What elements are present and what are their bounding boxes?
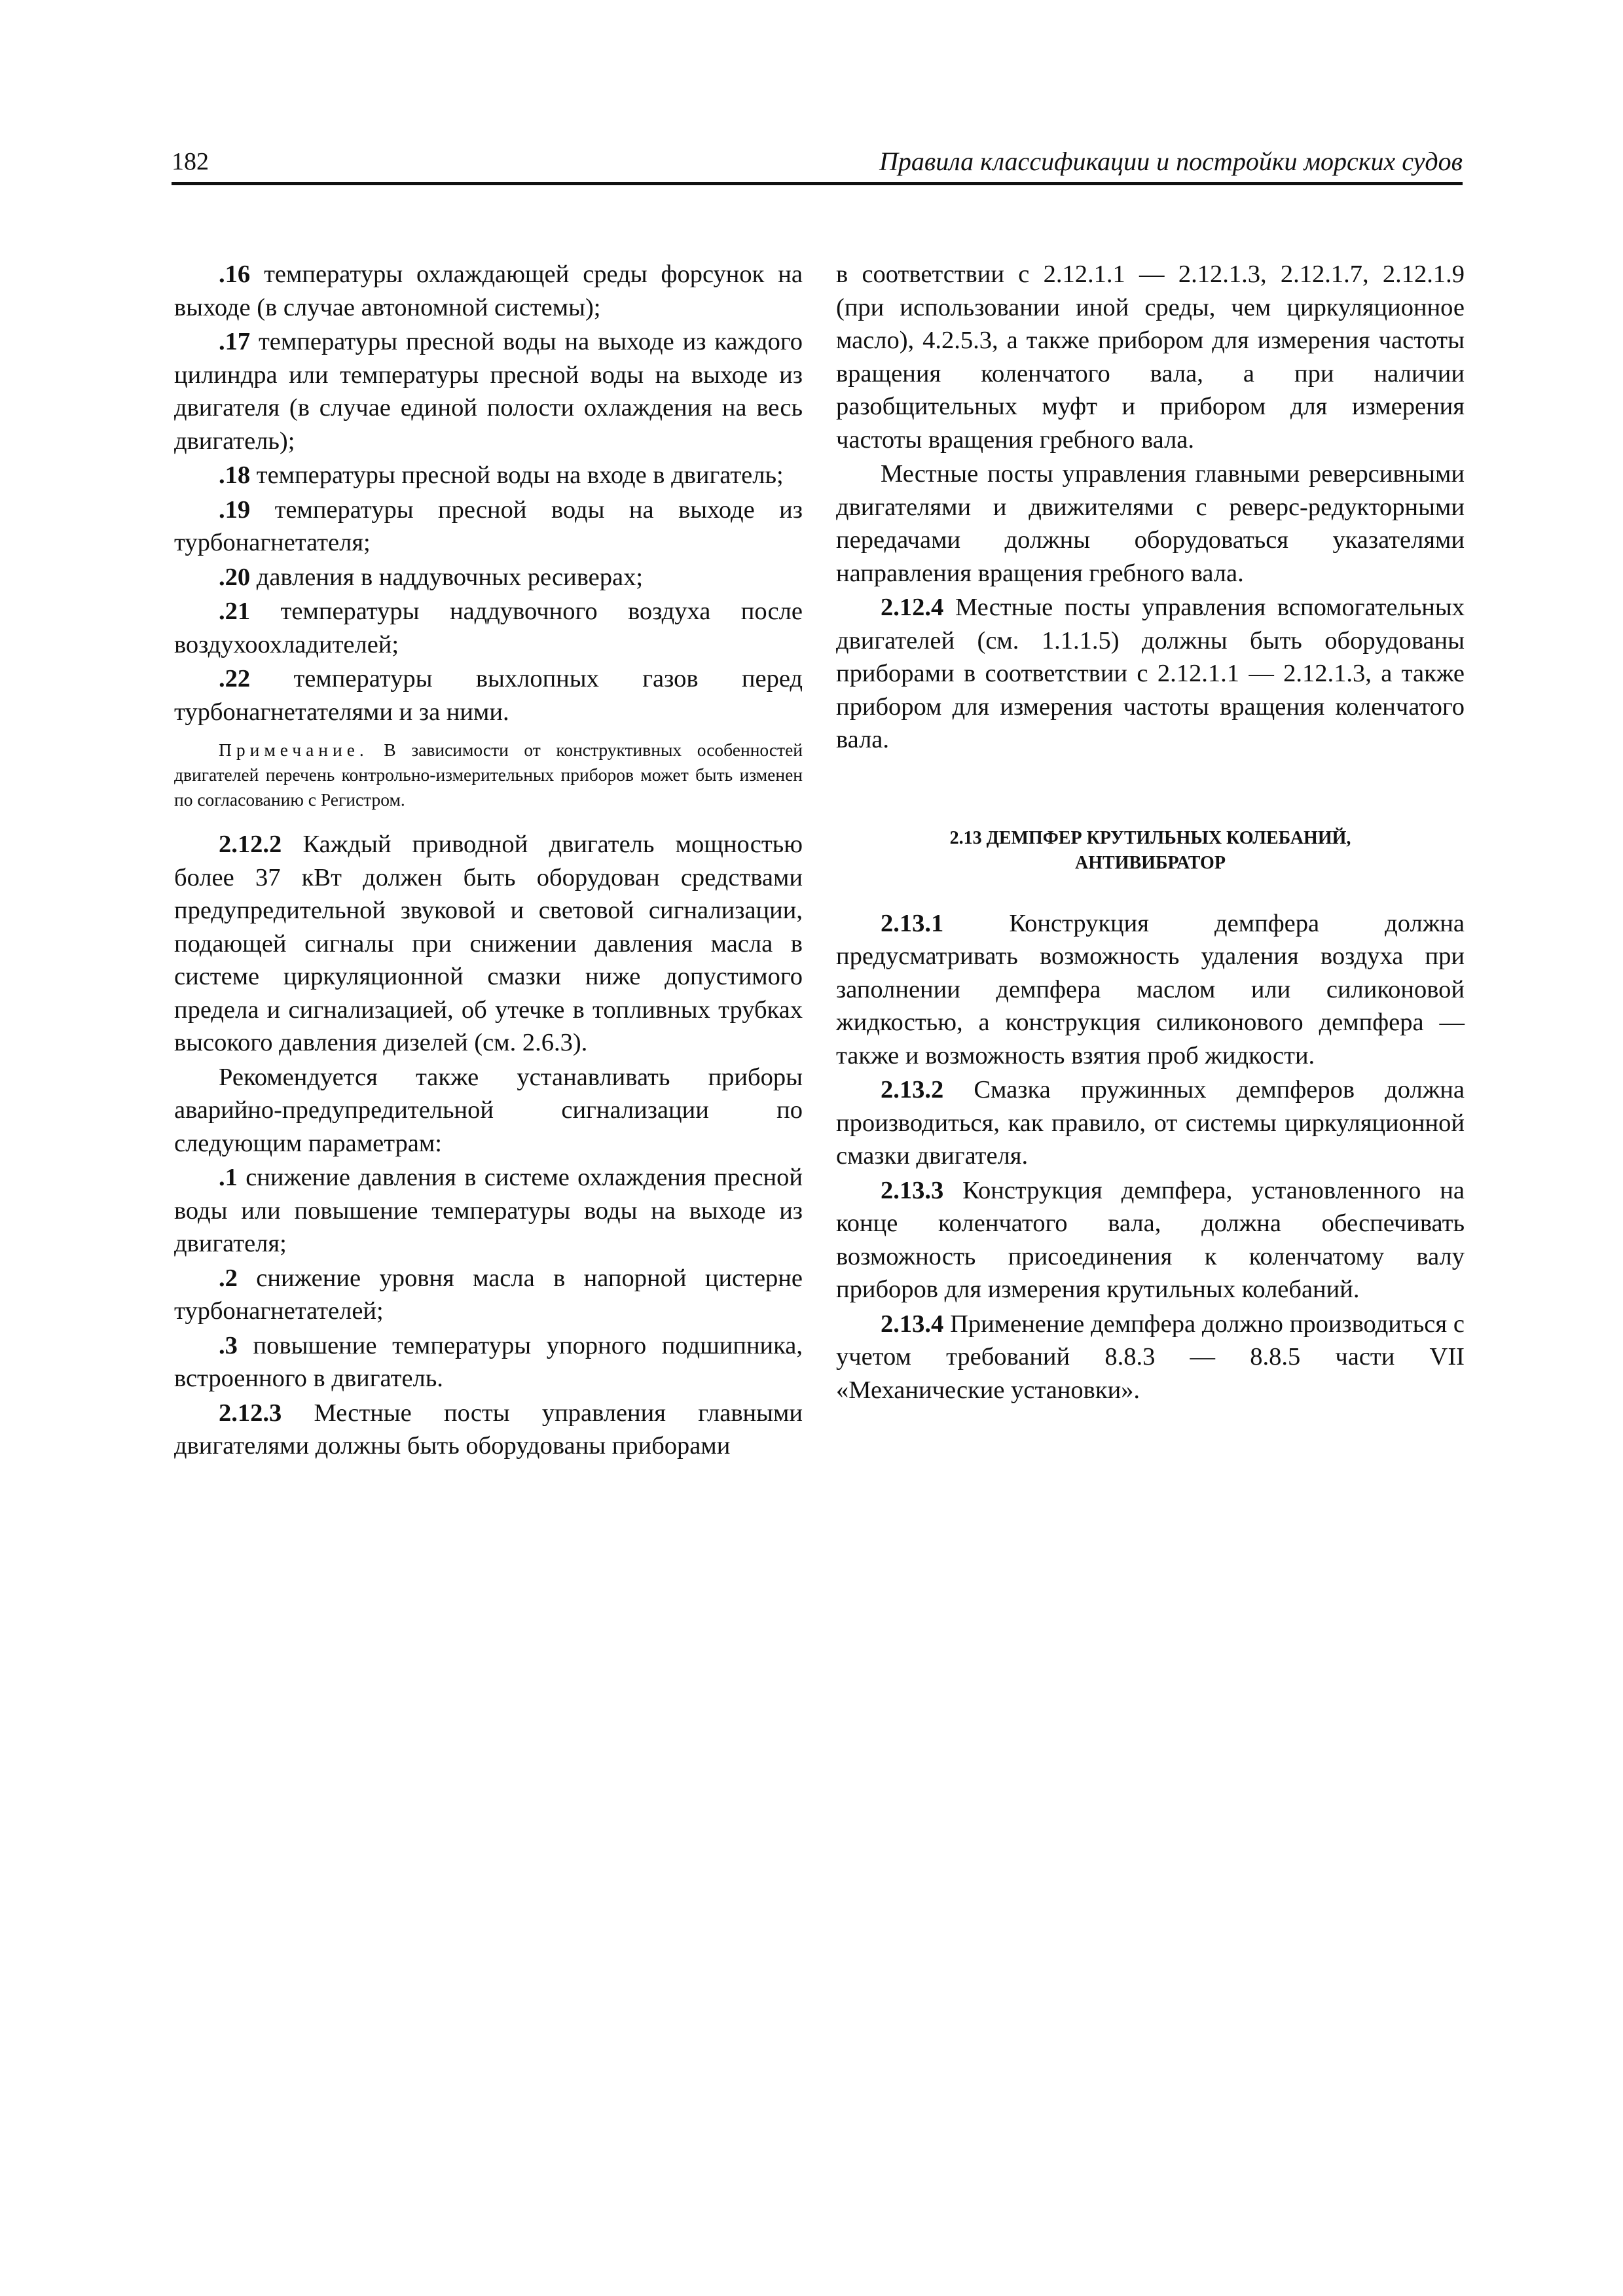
note [174,738,803,812]
paragraph-2-13-4 [836,1308,1465,1407]
paragraph-2-13-1 [836,907,1465,1073]
item-text: температуры охлаждающей среды форсунок на выходе (в случае автономной системы); [174,260,803,321]
item-number: .16 [219,260,251,288]
clause-number: 2.13.4 [881,1310,944,1338]
item-text: температуры пресной воды на выходе из каждого цилиндра или температуры пресной воды на выходе из двигателя (в случае единой полости охлаждения на весь двигатель); [174,328,803,455]
item-text: температуры пресной воды на выходе из турбонагнетателя; [174,495,803,556]
item-2 [174,1262,803,1328]
clause-text: Применение демпфера должно производиться с учетом требований 8.8.3 — 8.8.5 части VII «Механические установки». [836,1310,1465,1404]
item-22 [174,662,803,728]
item-number: .19 [219,495,251,524]
item-21 [174,595,803,661]
item-17 [174,325,803,457]
paragraph-2-12-3-continued: в соответствии с 2.12.1.1 — 2.12.1.3, 2.12.1.7, 2.12.1.9 (при использовании иной среды, чем циркуляционное масло), 4.2.5.3, а также прибором для измерения частоты вращения коленчатого вала, а при наличии разобщительных муфт и прибором для измерения частоты вращения гребного вала. [836,260,1465,454]
clause-text: Каждый приводной двигатель мощностью более 37 кВт должен быть оборудован средствами предупредительной звуковой и световой сигнализации, подающей сигналы при снижении давления масла в системе циркуляционной смазки ниже допустимого предела и сигнализацией, об утечке в топливных трубках высокого давления дизелей (см. 2.6.3). [174,831,803,1056]
item-number: .20 [219,563,251,591]
clause-text: Местные посты управления вспомогательных двигателей (см. 1.1.1.5) должны быть оборудованы приборами в соответствии с 2.12.1.1 — 2.12.1.3, а также прибором для измерения частоты вращения коленчатого вала. [836,594,1465,753]
item-3 [174,1329,803,1395]
paragraph-2-12-4 [836,591,1465,757]
item-20 [174,561,803,594]
left-column [174,258,803,1464]
clause-text: Конструкция демпфера должна предусматривать возможность удаления воздуха при заполнении демпфера маслом или силиконовой жидкостью, а конструкция силиконового демпфера — также и возможность взятия проб жидкости. [836,909,1465,1069]
paragraph-2-13-2 [836,1073,1465,1173]
item-16 [174,258,803,324]
running-title: Правила классификации и постройки морских судов [879,147,1463,176]
item-text: повышение температуры упорного подшипника, встроенного в двигатель. [174,1331,803,1392]
item-text: температуры выхлопных газов перед турбонагнетателями и за ними. [174,665,803,726]
item-text: давления в наддувочных ресиверах; [250,563,644,591]
page-number: 182 [172,148,209,175]
clause-number: 2.13.3 [881,1176,944,1204]
item-text: снижение уровня масла в напорной цистерне турбонагнетателей; [174,1264,803,1325]
item-text: температуры наддувочного воздуха после воздухоохладителей; [174,598,803,658]
note-label: Примечание. [219,740,369,760]
item-1 [174,1161,803,1261]
clause-text: Конструкция демпфера, установленного на конце коленчатого вала, должна обеспечивать возможность присоединения к коленчатому валу приборов для измерения крутильных колебаний. [836,1176,1465,1303]
paragraph-2-12-2 [174,828,803,1060]
item-number: .17 [219,328,251,355]
item-18 [174,459,803,492]
item-text: снижение давления в системе охлаждения пресной воды или повышение температуры воды на выходе из двигателя; [174,1164,803,1257]
item-number: .18 [219,461,251,489]
note-text: В зависимости от конструктивных особенностей двигателей перечень контрольно-измерительных приборов может быть изменен по согласованию с Регистром. [174,740,803,810]
section-heading-line-1: 2.13 ДЕМПФЕР КРУТИЛЬНЫХ КОЛЕБАНИЙ, [949,827,1351,848]
item-number: .21 [219,598,251,625]
paragraph-2-13-3 [836,1174,1465,1306]
clause-number: 2.13.2 [881,1076,944,1103]
item-number: .3 [219,1331,238,1359]
section-heading-line-2: АНТИВИБРАТОР [1075,852,1226,873]
recommendation-paragraph: Рекомендуется также устанавливать приборы аварийно-предупредительной сигнализации по следующим параметрам: [174,1063,803,1157]
local-posts-paragraph: Местные посты управления главными реверсивными двигателями и движителями с реверс-редукторными передачами должны оборудоваться указателями направления вращения гребного вала. [836,460,1465,587]
right-column [836,258,1465,1408]
item-number: .22 [219,665,251,692]
clause-number: 2.12.4 [881,594,944,621]
clause-number: 2.12.3 [219,1399,282,1427]
item-19 [174,493,803,560]
clause-number: 2.13.1 [881,909,944,937]
page-header [172,145,1463,185]
section-heading-2-13 [836,826,1465,876]
item-number: .1 [219,1164,238,1191]
clause-text: Местные посты управления главными двигателями должны быть оборудованы приборами [174,1399,803,1460]
clause-number: 2.12.2 [219,831,282,858]
item-number: .2 [219,1264,238,1292]
item-text: температуры пресной воды на входе в двигатель; [250,461,784,489]
paragraph-2-12-3 [174,1397,803,1463]
clause-text: Смазка пружинных демпферов должна производиться, как правило, от системы циркуляционной смазки двигателя. [836,1076,1465,1170]
